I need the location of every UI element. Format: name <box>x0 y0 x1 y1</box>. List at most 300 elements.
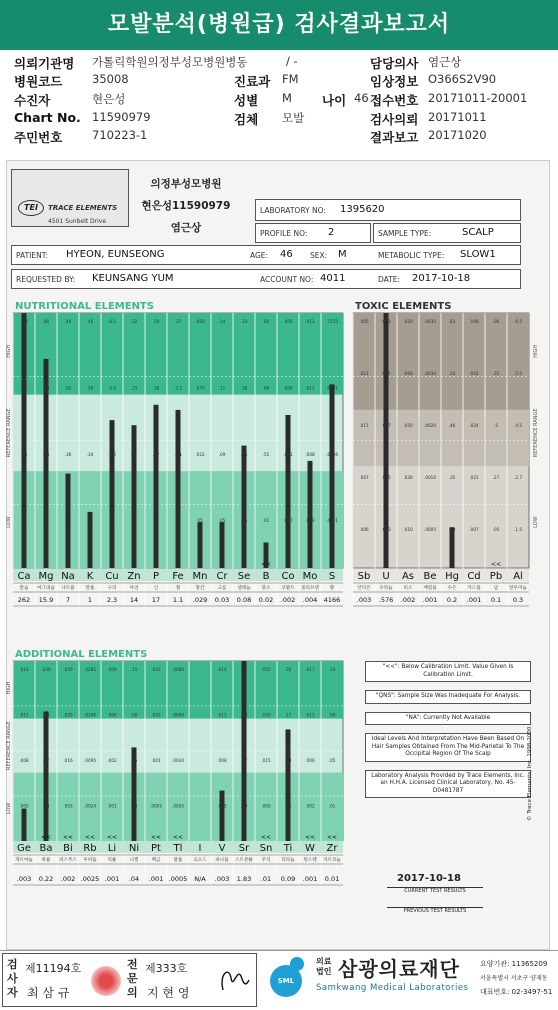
tick-label: .24 <box>240 667 248 672</box>
note-na: "NA": Currently Not Available <box>365 712 531 726</box>
label-institution: 의뢰기관명 <box>14 56 75 71</box>
tick-label: .003 <box>381 526 391 532</box>
tick-label: .6.5 <box>514 319 522 324</box>
element-charts <box>7 161 551 951</box>
tick-label: .6.5 <box>108 319 116 324</box>
tick-label: .03 <box>130 803 138 809</box>
below-limit-marker: << <box>304 834 316 841</box>
tick-label: .01 <box>328 803 336 809</box>
element-value-w: .001 <box>302 875 318 883</box>
tick-label: .030 <box>261 712 271 718</box>
tick-label: .014 <box>19 667 29 672</box>
element-value-mn: .029 <box>192 596 208 604</box>
element-value-u: .576 <box>378 596 394 604</box>
element-value-ti: 0.09 <box>280 875 296 883</box>
tick-label: .017 <box>381 422 391 428</box>
tick-label: .039 <box>41 667 51 672</box>
tick-label: .003 <box>305 518 315 524</box>
element-symbol-ba: Ba <box>39 843 53 854</box>
tick-label: 4 <box>66 518 70 524</box>
tick-label: .05 <box>284 803 292 809</box>
tick-label: .0080 <box>172 667 184 672</box>
tick-label: .17 <box>284 712 292 718</box>
tick-label: .008 <box>19 758 29 764</box>
label-report-date: 결과보고 <box>370 130 419 145</box>
tick-label: .83 <box>448 319 456 324</box>
tick-label: .0020 <box>424 422 436 428</box>
element-symbol-sn: Sn <box>259 843 273 854</box>
tick-label: .070 <box>195 385 205 391</box>
tick-label: .35 <box>448 474 456 480</box>
element-korean-name: 크롬 <box>217 586 227 591</box>
nutritional-range-label: LOW <box>6 516 12 528</box>
bar-v <box>220 791 225 841</box>
tick-label: .5 <box>494 422 498 428</box>
label-receipt-no: 접수번호 <box>370 93 419 108</box>
value-age: 46 <box>354 91 369 105</box>
note-laboratory: Laboratory Analysis Provided by Trace Elements, Inc. an H.H.A. Licensed Clinical Laboratory, No. 45-D0481787 <box>365 770 531 799</box>
element-value-b: 0.02 <box>258 596 274 604</box>
element-korean-name: 니켈 <box>129 858 139 863</box>
tick-label: .005 <box>261 803 271 809</box>
tick-label: .003 <box>151 667 161 672</box>
tick-label: .2.6 <box>108 451 116 457</box>
value-sex: M <box>282 91 292 105</box>
logo-company-name: TRACE ELEMENTS <box>48 204 118 212</box>
patient-name: HYEON, EUNSEONG <box>66 249 165 260</box>
tick-label: .15 <box>130 667 138 672</box>
element-value-fe: 1.1 <box>172 596 184 604</box>
tick-label: .7 <box>176 518 180 524</box>
tick-label: .0030 <box>424 370 436 376</box>
element-korean-name: 스트론튬 <box>235 858 253 863</box>
sample-type-label: SAMPLE TYPE: <box>378 229 432 238</box>
report-footer <box>0 950 558 1010</box>
nutritional-range-label: HIGH <box>6 344 12 358</box>
tick-label: .021 <box>359 370 369 376</box>
element-value-se: 0.08 <box>236 596 252 604</box>
value-patient: 현은성 <box>92 92 126 106</box>
element-symbol-tl: Tl <box>173 843 183 854</box>
label-chart-no: Chart No. <box>14 110 81 125</box>
panel-toxic-elements <box>353 313 529 606</box>
element-symbol-bi: Bi <box>63 843 73 854</box>
tick-label: .008 <box>217 758 227 764</box>
element-symbol-cu: Cu <box>105 571 119 582</box>
element-symbol-be: Be <box>423 571 437 582</box>
element-korean-name: 티타늄 <box>281 858 295 863</box>
element-korean-name: 황 <box>329 586 335 591</box>
element-symbol-s: S <box>328 571 336 582</box>
tick-label: .0010 <box>424 474 436 480</box>
tick-label: .46 <box>448 422 456 428</box>
element-symbol-cr: Cr <box>216 571 228 582</box>
value-resident-no: 710223-1 <box>92 128 148 142</box>
copyright: © Trace Elements, Inc. 1998-2000 <box>527 726 533 821</box>
bar-ge <box>22 809 27 841</box>
tick-label: 2 <box>88 518 92 524</box>
tick-label: .042 <box>469 370 479 376</box>
value-request-date: 20171011 <box>428 110 487 124</box>
tick-label: .27 <box>240 758 248 764</box>
stamp-doctor: 염근상 <box>170 222 202 234</box>
element-symbol-ni: Ni <box>128 843 140 854</box>
element-symbol-zr: Zr <box>326 843 338 854</box>
previous-test-label: PREVIOUS TEST RESULTS <box>387 907 483 914</box>
tick-label: .025 <box>381 370 391 376</box>
current-test-label: CURRENT TEST RESULTS <box>387 887 483 894</box>
element-symbol-zn: Zn <box>127 571 141 582</box>
tick-label: .6231 <box>326 385 338 391</box>
element-symbol-ca: Ca <box>17 571 31 582</box>
tick-label: .4.5 <box>514 422 522 428</box>
patient-info-header <box>0 52 558 147</box>
tick-label: .021 <box>469 474 479 480</box>
tick-label: .6036 <box>326 451 338 457</box>
element-korean-name: 납 <box>493 586 499 591</box>
tick-label: .05 <box>130 758 138 764</box>
tick-label: .006 <box>107 712 117 718</box>
element-korean-name: 인 <box>153 586 159 591</box>
tick-label: .34 <box>86 451 94 457</box>
element-symbol-w: W <box>305 843 315 854</box>
tick-label: .06 <box>492 319 500 324</box>
lab-no-label: LABORATORY NO: <box>260 206 326 215</box>
tick-label: .007 <box>359 474 369 480</box>
label-doctor: 담당의사 <box>370 56 419 71</box>
bar-mo <box>308 461 313 568</box>
element-korean-name: 비소 <box>403 586 413 591</box>
tick-label: .005 <box>217 803 227 809</box>
notes-panel <box>365 661 531 798</box>
tick-label: .62 <box>64 385 72 391</box>
label-specimen: 검체 <box>234 112 259 127</box>
tick-label: .2.7 <box>514 474 522 480</box>
tick-label: .009 <box>107 667 117 672</box>
label-request-date: 검사의뢰 <box>370 112 419 127</box>
bar-co <box>286 415 291 568</box>
element-value-ca: 262 <box>17 596 31 604</box>
element-symbol-ge: Ge <box>17 843 31 854</box>
tick-label: .05 <box>492 526 500 532</box>
profile-no-label: PROFILE NO: <box>260 229 308 238</box>
org-phone: 대표번호: 02-3497-51 <box>480 988 553 996</box>
tick-label: .7 <box>110 518 114 524</box>
org-address: 서울특별시 서초구 양재동 <box>480 975 548 982</box>
tick-label: .0005 <box>172 803 184 809</box>
element-value-ni: .04 <box>128 875 140 883</box>
tick-label: .1.5 <box>514 526 522 532</box>
element-korean-name: 몰리브덴 <box>301 586 319 591</box>
tick-label: 16 <box>131 518 137 524</box>
tick-label: .050 <box>261 667 271 672</box>
tick-label: .05 <box>218 518 226 524</box>
bar-cu <box>110 420 115 568</box>
tick-label: .38 <box>240 385 248 391</box>
tick-label: .005 <box>283 319 293 324</box>
tick-label: .7 <box>22 518 26 524</box>
tick-label: .09 <box>218 451 226 457</box>
element-value-k: 1 <box>87 596 93 604</box>
tick-label: .05 <box>328 758 336 764</box>
element-value-li: .001 <box>104 875 120 883</box>
element-value-s: 4166 <box>323 596 341 604</box>
value-report-date: 20171020 <box>428 128 487 142</box>
element-value-i: N/A <box>194 875 206 883</box>
below-limit-marker: << <box>260 561 272 568</box>
bar-sr <box>242 661 247 841</box>
additional-range-label: REFERENCE RANGE <box>6 721 12 770</box>
element-symbol-mo: Mo <box>302 571 318 582</box>
tick-label: .007 <box>283 518 293 524</box>
additional-range-label: LOW <box>6 802 12 815</box>
signature-box <box>2 953 257 1007</box>
element-korean-name: 텅스텐 <box>303 858 317 863</box>
toxic-range-label: HIGH <box>533 344 539 358</box>
tick-label: .0035 <box>424 319 436 324</box>
element-value-al: 0.3 <box>512 596 524 604</box>
element-symbol-al: Al <box>513 571 523 582</box>
element-symbol-pb: Pb <box>489 571 503 582</box>
panel-title: ADDITIONAL ELEMENTS <box>15 649 148 660</box>
patient-label: PATIENT: <box>16 251 49 260</box>
tick-label: .22 <box>152 451 160 457</box>
element-symbol-cd: Cd <box>467 571 481 582</box>
panel-nutritional-elements <box>13 313 343 606</box>
element-korean-name: 카드뮴 <box>467 586 481 591</box>
element-symbol-i: I <box>198 843 202 854</box>
bar-cr <box>220 522 225 568</box>
tick-label: .28 <box>42 712 50 718</box>
tick-label: .014 <box>217 667 227 672</box>
bar-hg <box>450 527 455 568</box>
tick-label: .36 <box>64 451 72 457</box>
tick-label: .10 <box>284 758 292 764</box>
element-korean-name: 비스무스 <box>59 858 77 863</box>
tick-label: .050 <box>195 319 205 324</box>
bar-ti <box>286 729 291 841</box>
tick-label: .011 <box>217 712 227 718</box>
tick-label: .0005 <box>424 526 436 532</box>
tick-label: .025 <box>381 474 391 480</box>
tick-label: .56 <box>86 385 94 391</box>
bar-p <box>154 405 159 568</box>
tick-label: .27 <box>492 474 500 480</box>
tick-label: .09 <box>240 803 248 809</box>
tick-label: .0190 <box>84 712 96 718</box>
label-sex: 성별 <box>234 93 259 108</box>
tick-label: .5.0 <box>514 370 522 376</box>
tick-label: .020 <box>403 319 413 324</box>
below-limit-marker: << <box>84 834 96 841</box>
element-symbol-v: V <box>218 843 226 854</box>
tick-label: .011 <box>19 712 29 718</box>
element-symbol-k: K <box>86 571 94 582</box>
tick-label: .21 <box>130 451 138 457</box>
element-symbol-hg: Hg <box>445 571 459 582</box>
lab-no-value: 1395620 <box>340 204 385 215</box>
requested-by-value: KEUNSANG YUM <box>92 273 174 284</box>
element-symbol-as: As <box>401 571 415 582</box>
element-korean-name: 망간 <box>195 586 205 591</box>
element-value-pt: .001 <box>148 875 164 883</box>
element-value-zr: 0.01 <box>324 875 340 883</box>
tick-label: .14 <box>218 319 226 324</box>
element-korean-name: 칼슘 <box>19 586 29 591</box>
tick-label: .010 <box>403 526 413 532</box>
value-doctor: 염근상 <box>428 55 462 69</box>
element-value-as: .002 <box>400 596 416 604</box>
bar-ba <box>44 711 49 841</box>
tick-label: .002 <box>305 803 315 809</box>
age-label: AGE: <box>250 251 269 260</box>
tick-label: .015 <box>261 758 271 764</box>
tick-label: .15 <box>240 451 248 457</box>
element-korean-name: 나트륨 <box>61 586 75 591</box>
org-prefix: 의료법인 <box>316 957 332 976</box>
element-korean-name: 아연 <box>129 586 139 591</box>
element-value-co: .002 <box>280 596 296 604</box>
tick-label: .007 <box>469 526 479 532</box>
element-symbol-p: P <box>152 571 160 582</box>
element-value-sn: .01 <box>260 875 272 883</box>
inspector-seal-icon <box>91 966 121 996</box>
tick-label: .17 <box>42 758 50 764</box>
report-title: 모발분석(병원급) 검사결과보고서 <box>0 0 558 50</box>
element-value-bi: .002 <box>60 875 76 883</box>
requested-by-label: REQUESTED BY: <box>16 275 76 284</box>
tick-label: .005 <box>359 319 369 324</box>
tick-label: .017 <box>305 667 315 672</box>
org-english-name: Samkwang Medical Laboratories <box>316 983 469 993</box>
element-symbol-sr: Sr <box>238 843 250 854</box>
element-symbol-pt: Pt <box>151 843 161 854</box>
element-value-v: .003 <box>214 875 230 883</box>
element-korean-name: 마그네슘 <box>37 586 55 591</box>
element-korean-name: 지르코늄 <box>323 858 341 863</box>
element-symbol-na: Na <box>61 571 75 582</box>
nutritional-range-label: REFERENCE RANGE <box>6 408 12 458</box>
inspector-label: 검사자 <box>7 958 18 999</box>
element-korean-name: 백금 <box>151 858 161 863</box>
element-symbol-mn: Mn <box>192 571 208 582</box>
tick-label: .50 <box>240 712 248 718</box>
element-symbol-b: B <box>262 571 270 582</box>
tick-label: .7.3 <box>20 319 28 324</box>
tick-label: .3.1 <box>174 451 182 457</box>
tick-label: .57 <box>20 385 28 391</box>
element-value-be: .001 <box>422 596 438 604</box>
tick-label: .08 <box>42 803 50 809</box>
tick-label: .09 <box>328 712 336 718</box>
current-test-date: 2017-10-18 <box>397 873 461 884</box>
tick-label: .35 <box>492 370 500 376</box>
additional-range-label: HIGH <box>6 681 12 695</box>
below-limit-marker: << <box>40 834 52 841</box>
tick-label: .4441 <box>326 518 338 524</box>
tick-label: .013 <box>305 319 315 324</box>
tick-label: .54 <box>448 370 456 376</box>
tick-label: .001 <box>151 758 161 764</box>
tei-logo-icon: TEI <box>18 200 44 216</box>
tick-label: .0024 <box>84 803 96 809</box>
sml-logo-icon <box>268 957 318 1005</box>
inspector-name: 최 삼 규 <box>27 986 70 1000</box>
tick-label: .05 <box>240 518 248 524</box>
tick-label: .20 <box>152 319 160 324</box>
element-korean-name: 탈륨 <box>173 858 183 863</box>
tick-label: .048 <box>469 319 479 324</box>
tick-label: .46 <box>64 319 72 324</box>
tick-label: .016 <box>63 758 73 764</box>
tick-label: .25 <box>130 385 138 391</box>
tick-label: .0095 <box>84 758 96 764</box>
tick-label: .01 <box>262 518 270 524</box>
tick-label: .029 <box>63 712 73 718</box>
tick-label: .0285 <box>84 667 96 672</box>
tick-label: .011 <box>359 422 369 428</box>
tick-label: .034 <box>469 422 479 428</box>
metabolic-type-value: SLOW1 <box>460 249 496 260</box>
element-korean-name: 베릴륨 <box>423 586 437 591</box>
element-value-p: 17 <box>151 596 161 604</box>
tick-label: .11 <box>218 385 226 391</box>
sex-label: SEX: <box>310 251 328 260</box>
element-symbol-se: Se <box>237 571 251 582</box>
element-korean-name: 바나듐 <box>215 858 229 863</box>
logo-address: 4501 Sunbelt Drive <box>48 218 107 225</box>
high-band <box>13 313 343 395</box>
panel-title: NUTRITIONAL ELEMENTS <box>15 301 154 312</box>
element-value-cd: .001 <box>466 596 482 604</box>
label-clinical-info: 임상정보 <box>370 74 419 89</box>
panel-title: TOXIC ELEMENTS <box>355 301 452 312</box>
tick-label: .55 <box>262 451 270 457</box>
tick-label: .48 <box>42 385 50 391</box>
element-value-sb: .003 <box>356 596 372 604</box>
tick-label: 6 <box>44 518 48 524</box>
signature-icon <box>215 960 253 1002</box>
element-value-cu: 2.3 <box>106 596 118 604</box>
value-specimen: 모발 <box>282 111 305 125</box>
bar-s <box>330 384 335 568</box>
below-limit-marker: << <box>172 834 184 841</box>
below-limit-marker: << <box>260 834 272 841</box>
element-korean-name: 구리 <box>107 586 117 591</box>
tick-label: .008 <box>305 451 315 457</box>
tick-label: .14 <box>328 667 336 672</box>
institution-code: 요양기관: 11365209 <box>480 960 548 968</box>
element-symbol-fe: Fe <box>172 571 184 582</box>
tick-label: .7155 <box>326 319 338 324</box>
account-no-label: ACCOUNT NO: <box>260 275 314 284</box>
below-limit-marker: << <box>62 834 74 841</box>
element-symbol-sb: Sb <box>357 571 371 582</box>
tick-label: .002 <box>151 712 161 718</box>
tick-label: .3.2 <box>174 385 182 391</box>
tick-label: 18 <box>153 518 159 524</box>
date-label: DATE: <box>378 275 401 284</box>
value-chart-no: 11590979 <box>92 110 151 124</box>
value-hospital-code: 35008 <box>92 72 129 86</box>
tick-label: .059 <box>63 667 73 672</box>
stamp-hospital: 의정부성모병원 <box>150 178 222 190</box>
element-value-tl: .0005 <box>168 875 188 883</box>
element-symbol-rb: Rb <box>83 843 97 854</box>
below-limit-marker: << <box>326 834 338 841</box>
tick-label: .30 <box>152 385 160 391</box>
tick-label: .011 <box>305 712 315 718</box>
